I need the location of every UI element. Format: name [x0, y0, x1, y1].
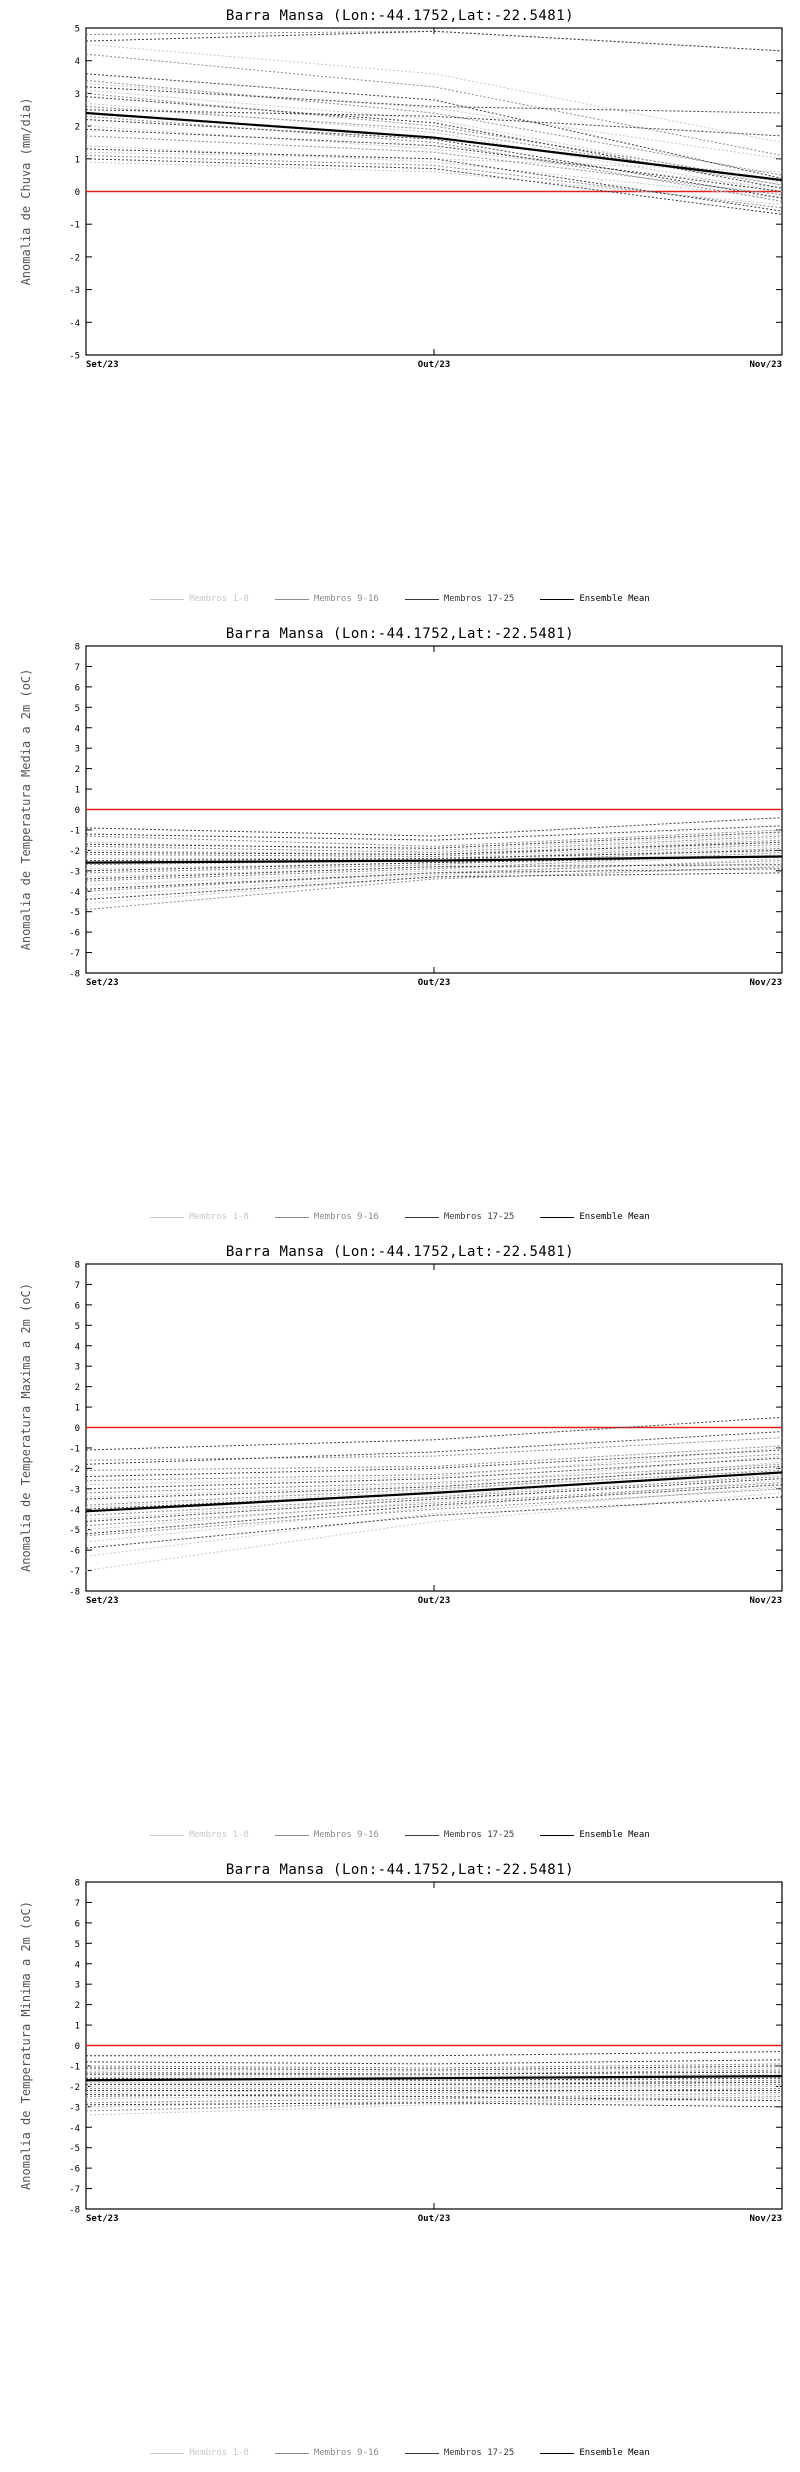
y-axis-label: Anomalia de Temperatura Maxima a 2m (oC)	[19, 1283, 33, 1572]
svg-text:-5: -5	[69, 1526, 80, 1537]
svg-text:2: 2	[74, 765, 80, 776]
svg-text:8: 8	[74, 1260, 80, 1271]
svg-text:-2: -2	[69, 253, 80, 264]
y-axis-label: Anomalia de Chuva (mm/dia)	[19, 97, 33, 286]
chart-title: Barra Mansa (Lon:-44.1752,Lat:-22.5481)	[225, 1862, 575, 1878]
svg-text:4: 4	[74, 1342, 80, 1353]
svg-text:-5: -5	[69, 351, 80, 362]
svg-text:7: 7	[74, 662, 80, 673]
legend-label: Membros 17-25	[443, 1212, 515, 1222]
chart-svg-temp-minima	[0, 1854, 800, 2472]
svg-text:1: 1	[74, 155, 80, 166]
svg-text:-8: -8	[69, 1587, 80, 1598]
svg-text:2: 2	[74, 122, 80, 133]
svg-text:Nov/23: Nov/23	[749, 360, 782, 370]
legend-line-icon	[275, 2453, 309, 2454]
chart-title: Barra Mansa (Lon:-44.1752,Lat:-22.5481)	[225, 1244, 575, 1260]
svg-text:-5: -5	[69, 908, 80, 919]
legend-label: Membros 17-25	[443, 594, 515, 604]
svg-text:5: 5	[74, 1939, 80, 1950]
svg-text:-3: -3	[69, 1485, 80, 1496]
legend-label: Ensemble Mean	[579, 594, 650, 604]
y-axis-label: Anomalia de Temperatura Minima a 2m (oC)	[19, 1901, 33, 2190]
legend-label: Membros 9-16	[313, 2448, 379, 2458]
legend-label: Ensemble Mean	[579, 2448, 650, 2458]
chart-legend	[0, 594, 800, 604]
svg-text:2: 2	[74, 2001, 80, 2012]
legend-line-icon	[150, 599, 184, 600]
legend-label: Membros 17-25	[443, 2448, 515, 2458]
svg-text:0: 0	[74, 2042, 80, 2052]
legend-line-icon	[540, 2453, 574, 2454]
legend-item-membros-1-8	[150, 1212, 249, 1222]
svg-text:-4: -4	[69, 318, 80, 329]
svg-text:7: 7	[74, 1898, 80, 1909]
legend-line-icon	[150, 2453, 184, 2454]
svg-text:-5: -5	[69, 2144, 80, 2155]
chart-legend	[0, 2448, 800, 2458]
svg-text:8: 8	[74, 1878, 80, 1889]
svg-text:-1: -1	[69, 1444, 80, 1455]
svg-text:-7: -7	[69, 2185, 80, 2196]
svg-text:6: 6	[74, 1301, 80, 1312]
svg-text:-4: -4	[69, 2123, 80, 2134]
legend-label: Ensemble Mean	[579, 1212, 650, 1222]
svg-text:-4: -4	[69, 887, 80, 898]
chart-legend	[0, 1212, 800, 1222]
svg-text:4: 4	[74, 57, 80, 68]
svg-text:0: 0	[74, 1424, 80, 1434]
svg-text:5: 5	[74, 1321, 80, 1332]
svg-text:5: 5	[74, 24, 80, 35]
legend-line-icon	[275, 1835, 309, 1836]
legend-item-membros-1-8	[150, 594, 249, 604]
legend-label: Membros 9-16	[313, 1830, 379, 1840]
svg-text:0: 0	[74, 188, 80, 198]
plot-area-temp-maxima	[0, 1236, 800, 1854]
svg-text:3: 3	[74, 1362, 80, 1373]
legend-line-icon	[405, 2453, 439, 2454]
svg-text:Nov/23: Nov/23	[749, 1596, 782, 1606]
svg-text:0: 0	[74, 806, 80, 816]
legend-label: Membros 1-8	[189, 1212, 249, 1222]
legend-line-icon	[405, 1835, 439, 1836]
y-axis-label: Anomalia de Temperatura Media a 2m (oC)	[19, 668, 33, 951]
svg-text:-1: -1	[69, 220, 80, 231]
svg-text:-3: -3	[69, 867, 80, 878]
legend-line-icon	[150, 1835, 184, 1836]
legend-line-icon	[275, 1217, 309, 1218]
legend-line-icon	[405, 1217, 439, 1218]
legend-item-membros-9-16	[275, 2448, 379, 2458]
svg-text:Out/23: Out/23	[417, 978, 451, 988]
svg-text:Set/23: Set/23	[86, 978, 119, 988]
svg-text:-1: -1	[69, 2062, 80, 2073]
legend-line-icon	[540, 1217, 574, 1218]
svg-text:-6: -6	[69, 1546, 80, 1557]
legend-label: Membros 9-16	[313, 594, 379, 604]
legend-line-icon	[275, 599, 309, 600]
legend-label: Membros 1-8	[189, 1830, 249, 1840]
svg-text:Nov/23: Nov/23	[749, 978, 782, 988]
svg-text:-6: -6	[69, 2164, 80, 2175]
svg-text:1: 1	[74, 785, 80, 796]
svg-text:4: 4	[74, 1960, 80, 1971]
plot-area-temp-minima	[0, 1854, 800, 2472]
svg-text:-2: -2	[69, 2082, 80, 2093]
legend-line-icon	[540, 599, 574, 600]
svg-text:-3: -3	[69, 286, 80, 297]
legend-item-membros-9-16	[275, 1212, 379, 1222]
svg-text:Set/23: Set/23	[86, 360, 119, 370]
chart-panel-temp-media	[0, 618, 800, 1236]
svg-text:-8: -8	[69, 2205, 80, 2216]
svg-text:1: 1	[74, 2021, 80, 2032]
legend-line-icon	[150, 1217, 184, 1218]
svg-text:-2: -2	[69, 1464, 80, 1475]
legend-item-membros-1-8	[150, 2448, 249, 2458]
svg-text:-7: -7	[69, 1567, 80, 1578]
legend-label: Membros 17-25	[443, 1830, 515, 1840]
svg-text:3: 3	[74, 1980, 80, 1991]
svg-text:-6: -6	[69, 928, 80, 939]
svg-text:7: 7	[74, 1280, 80, 1291]
svg-text:1: 1	[74, 1403, 80, 1414]
svg-text:-8: -8	[69, 969, 80, 980]
chart-svg-chuva	[0, 0, 800, 618]
legend-item-membros-1-8	[150, 1830, 249, 1840]
svg-text:-3: -3	[69, 2103, 80, 2114]
svg-text:-4: -4	[69, 1505, 80, 1516]
legend-item-ensemble-mean	[540, 2448, 649, 2458]
svg-text:3: 3	[74, 89, 80, 100]
legend-item-ensemble-mean	[540, 1212, 649, 1222]
legend-label: Ensemble Mean	[579, 1830, 650, 1840]
svg-text:Set/23: Set/23	[86, 2214, 119, 2224]
plot-area-temp-media	[0, 618, 800, 1236]
legend-item-membros-9-16	[275, 1830, 379, 1840]
chart-panel-temp-maxima	[0, 1236, 800, 1854]
svg-text:2: 2	[74, 1383, 80, 1394]
legend-item-membros-17-25	[405, 1830, 514, 1840]
legend-item-membros-17-25	[405, 1212, 514, 1222]
chart-svg-temp-media	[0, 618, 800, 1236]
svg-text:6: 6	[74, 1919, 80, 1930]
svg-text:6: 6	[74, 683, 80, 694]
svg-text:4: 4	[74, 724, 80, 735]
svg-text:3: 3	[74, 744, 80, 755]
legend-line-icon	[405, 599, 439, 600]
svg-text:-1: -1	[69, 826, 80, 837]
svg-text:8: 8	[74, 642, 80, 653]
svg-text:-7: -7	[69, 949, 80, 960]
legend-item-ensemble-mean	[540, 594, 649, 604]
chart-panel-chuva	[0, 0, 800, 618]
svg-text:Out/23: Out/23	[417, 1596, 451, 1606]
chart-title: Barra Mansa (Lon:-44.1752,Lat:-22.5481)	[225, 626, 575, 642]
plot-area-chuva	[0, 0, 800, 618]
svg-text:5: 5	[74, 703, 80, 714]
legend-item-ensemble-mean	[540, 1830, 649, 1840]
legend-item-membros-9-16	[275, 594, 379, 604]
legend-label: Membros 1-8	[189, 2448, 249, 2458]
legend-item-membros-17-25	[405, 594, 514, 604]
legend-label: Membros 9-16	[313, 1212, 379, 1222]
legend-label: Membros 1-8	[189, 594, 249, 604]
svg-text:Out/23: Out/23	[417, 2214, 451, 2224]
legend-item-membros-17-25	[405, 2448, 514, 2458]
legend-line-icon	[540, 1835, 574, 1836]
chart-panel-temp-minima	[0, 1854, 800, 2472]
svg-text:Out/23: Out/23	[417, 360, 451, 370]
chart-title: Barra Mansa (Lon:-44.1752,Lat:-22.5481)	[225, 8, 575, 24]
svg-text:Nov/23: Nov/23	[749, 2214, 782, 2224]
svg-text:Set/23: Set/23	[86, 1596, 119, 1606]
svg-text:-2: -2	[69, 846, 80, 857]
chart-legend	[0, 1830, 800, 1840]
chart-svg-temp-maxima	[0, 1236, 800, 1854]
